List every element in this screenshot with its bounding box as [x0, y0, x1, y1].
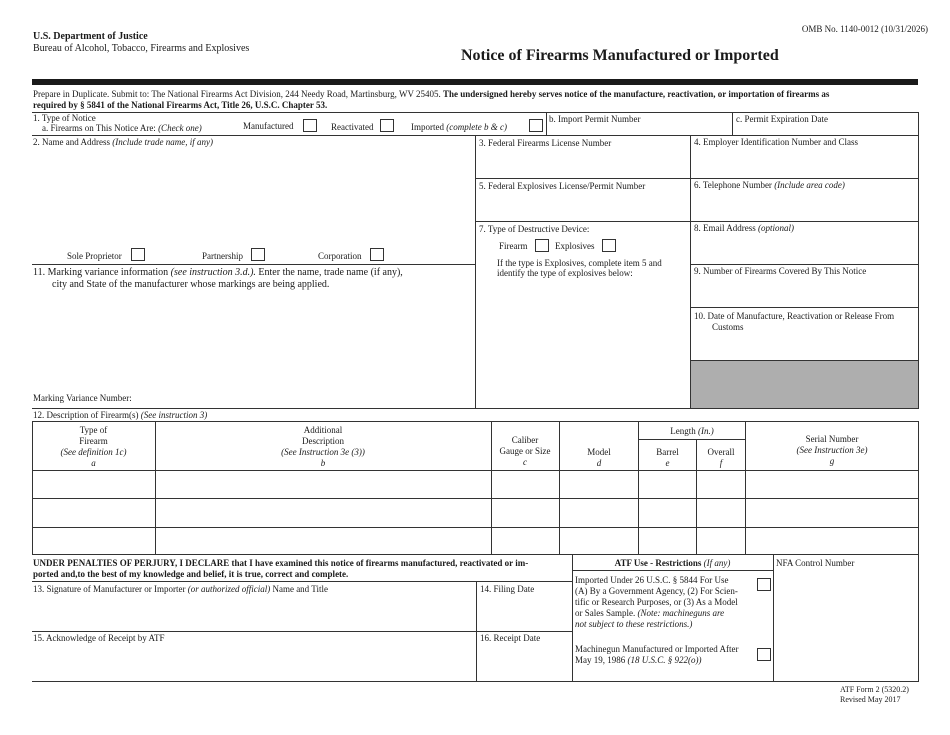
- item13-tail: Name and Title: [272, 584, 328, 594]
- restriction-machinegun: [575, 644, 765, 666]
- col-a-letter: a: [91, 458, 96, 468]
- item1-sub-a-label: a. Firearms on This Notice Are:: [42, 123, 156, 133]
- nfa-control-input[interactable]: [775, 572, 917, 679]
- col-d-letter: d: [596, 458, 602, 468]
- col-g-letter: g: [829, 456, 835, 466]
- restriction-machinegun-checkbox[interactable]: [757, 648, 771, 661]
- restriction-5844-l2: (A) By a Government Agency, (2) For Scien-: [575, 586, 738, 596]
- bureau-name: Bureau of Alcohol, Tobacco, Firearms and Explosives: [33, 43, 250, 54]
- col-a-l1: Type of: [79, 425, 108, 435]
- declare-text: The undersigned hereby serves notice of the manufacture, reactivation, or importation of firearms as: [443, 89, 830, 99]
- col-b-l3: (See Instruction 3e (3)): [281, 447, 365, 457]
- col-a-header: [33, 425, 154, 469]
- reactivated-checkbox[interactable]: [380, 119, 394, 132]
- col-e-l1: Barrel: [656, 447, 679, 457]
- col-a-l2: Firearm: [79, 436, 108, 446]
- item7-note-2: identify the type of explosives below:: [497, 268, 633, 278]
- item6-label: [694, 180, 845, 191]
- item2-note: (Include trade name, if any): [112, 137, 213, 147]
- ein-input[interactable]: [692, 151, 917, 176]
- perjury-line-1: UNDER PENALTIES OF PERJURY, I DECLARE that I have examined this notice of firearms manufactured, reactivated or im-: [33, 558, 529, 568]
- restriction-machinegun-l1: Machinegun Manufactured or Imported After: [575, 644, 739, 654]
- col-a-l3: (See definition 1c): [60, 447, 127, 457]
- declare-text-2: required by § 5841 of the National Firearms Act, Title 26, U.S.C. Chapter 53.: [33, 100, 328, 110]
- item8-label: [694, 223, 794, 234]
- sole-proprietor-checkbox[interactable]: [131, 248, 145, 261]
- email-input[interactable]: [692, 237, 917, 262]
- name-address-input[interactable]: [34, 150, 472, 242]
- revision-date: Revised May 2017: [840, 695, 901, 704]
- receipt-ack-input[interactable]: [34, 645, 474, 679]
- col-b-l2: Description: [302, 436, 344, 446]
- explosives-type-input[interactable]: [477, 282, 688, 406]
- col-b-letter: b: [320, 458, 326, 468]
- col-g-l2: (See Instruction 3e): [796, 445, 868, 455]
- item4-label: 4. Employer Identification Number and Class: [694, 137, 858, 147]
- fel-input[interactable]: [477, 195, 688, 219]
- sole-proprietor-label: Sole Proprietor: [67, 251, 122, 261]
- item13-label: [33, 584, 328, 595]
- col-c-header: [492, 435, 558, 468]
- col-g-header: [746, 434, 918, 467]
- col-f-header: [697, 447, 745, 469]
- col-c-l2: Gauge or Size: [499, 446, 551, 456]
- item7-note-1: If the type is Explosives, complete item 5 and: [497, 258, 662, 268]
- col-f-l1: Overall: [707, 447, 735, 457]
- item1-label: 1. Type of Notice: [33, 113, 96, 123]
- item8-label-text: 8. Email Address: [694, 223, 756, 233]
- partnership-label: Partnership: [202, 251, 243, 261]
- item12-label-text: 12. Description of Firearm(s): [33, 410, 139, 420]
- col-d-l1: Model: [587, 447, 611, 457]
- length-label: Length: [670, 426, 696, 436]
- item7-label: 7. Type of Destructive Device:: [479, 224, 590, 234]
- imported-checkbox[interactable]: [529, 119, 543, 132]
- item5-label: 5. Federal Explosives License/Permit Number: [479, 181, 646, 191]
- omb-number: OMB No. 1140-0012 (10/31/2026): [801, 24, 928, 34]
- signature-input[interactable]: [34, 596, 474, 629]
- date-of-manufacture-input[interactable]: [692, 334, 917, 358]
- manufactured-checkbox[interactable]: [303, 119, 317, 132]
- item10-line1: 10. Date of Manufacture, Reactivation or Release From: [694, 311, 895, 321]
- corporation-checkbox[interactable]: [370, 248, 384, 261]
- header-bar: [32, 79, 918, 85]
- receipt-date-input[interactable]: [478, 645, 570, 679]
- restriction-5844-l3: tific or Research Purposes, or (3) As a Model: [575, 597, 738, 607]
- nfa-control-label: NFA Control Number: [776, 558, 855, 568]
- table-row[interactable]: [33, 499, 918, 527]
- restriction-5844-checkbox[interactable]: [757, 578, 771, 591]
- form-title: Notice of Firearms Manufactured or Imported: [461, 47, 779, 64]
- filing-date-input[interactable]: [478, 596, 570, 629]
- marking-variance-label: Marking Variance Number:: [33, 393, 132, 403]
- item6-note: (Include area code): [774, 180, 845, 190]
- item14-label: 14. Filing Date: [480, 584, 535, 594]
- form-number: ATF Form 2 (5320.2): [840, 685, 909, 694]
- col-e-letter: e: [665, 458, 670, 468]
- import-permit-label: b. Import Permit Number: [549, 114, 641, 124]
- corporation-label: Corporation: [318, 251, 362, 261]
- dd-firearm-label: Firearm: [499, 241, 528, 251]
- item11-line1: [33, 267, 403, 279]
- col-b-header: [156, 425, 490, 469]
- restriction-5844-l5: not subject to these restrictions.): [575, 619, 693, 629]
- item13-label-text: 13. Signature of Manufacturer or Importer: [33, 584, 186, 594]
- item16-label: 16. Receipt Date: [480, 633, 541, 643]
- col-f-letter: f: [719, 458, 723, 468]
- permit-expiration-input[interactable]: [734, 123, 918, 134]
- restriction-5844-l4a: or Sales Sample.: [575, 608, 636, 618]
- col-c-l1: Caliber: [511, 435, 539, 445]
- col-g-l1: Serial Number: [805, 434, 859, 444]
- length-header: [639, 426, 745, 437]
- item2-label-text: 2. Name and Address: [33, 137, 110, 147]
- firearm-count-input[interactable]: [692, 280, 917, 305]
- item3-label: 3. Federal Firearms License Number: [479, 138, 612, 148]
- item12-note: (See instruction 3): [140, 410, 208, 420]
- item1-check-one: (Check one): [158, 123, 202, 133]
- item12-label: [33, 410, 207, 421]
- instructions: [33, 89, 913, 111]
- marking-variance-input[interactable]: [34, 293, 472, 388]
- item6-label-text: 6. Telephone Number: [694, 180, 772, 190]
- restriction-machinegun-l2b: (18 U.S.C. § 922(o)): [627, 655, 702, 665]
- item9-label: 9. Number of Firearms Covered By This Notice: [694, 266, 867, 276]
- atf-use-note: (If any): [703, 558, 731, 568]
- item13-note: (or authorized official): [187, 584, 271, 594]
- imported-text: Imported: [411, 122, 444, 132]
- imported-label: [411, 122, 507, 133]
- item11-label: 11. Marking variance information: [33, 267, 169, 278]
- atf-shaded-area: [691, 360, 918, 408]
- perjury-line-2: ported and,to the best of my knowledge and belief, it is true, correct and complete.: [33, 569, 349, 579]
- item10-line2: Customs: [712, 322, 744, 332]
- restriction-5844-l1: Imported Under 26 U.S.C. § 5844 For Use: [575, 575, 729, 585]
- prepare-text: Prepare in Duplicate. Submit to: The National Firearms Act Division, 244 Needy Road, Martinsburg, WV 25405.: [33, 89, 441, 99]
- ffl-input[interactable]: [477, 152, 688, 176]
- manufactured-label: Manufactured: [243, 121, 294, 131]
- item2-label: [33, 137, 213, 148]
- table-row[interactable]: [33, 471, 918, 498]
- atf-use-title: [573, 558, 772, 569]
- restriction-machinegun-l2a: May 19, 1986: [575, 655, 626, 665]
- length-unit: (In.): [698, 426, 714, 436]
- col-d-header: [560, 447, 638, 469]
- perjury-statement: [33, 558, 573, 580]
- col-b-l1: Additional: [303, 425, 343, 435]
- item1-sub-a: [42, 123, 202, 134]
- partnership-checkbox[interactable]: [251, 248, 265, 261]
- col-e-header: [639, 447, 696, 469]
- dd-explosives-label: Explosives: [555, 241, 595, 251]
- dd-explosives-checkbox[interactable]: [602, 239, 616, 252]
- telephone-input[interactable]: [692, 194, 917, 219]
- item11-line2: city and State of the manufacturer whose markings are being applied.: [52, 279, 330, 290]
- restriction-5844-l4b: (Note: machineguns are: [637, 608, 725, 618]
- permit-expiration-label: c. Permit Expiration Date: [736, 114, 828, 124]
- table-row[interactable]: [33, 528, 918, 554]
- imported-note: (complete b & c): [446, 122, 507, 132]
- import-permit-input[interactable]: [548, 123, 730, 134]
- department-name: U.S. Department of Justice: [33, 31, 148, 42]
- col-c-letter: c: [523, 457, 527, 467]
- atf-use-title-text: ATF Use - Restrictions: [614, 558, 702, 568]
- restriction-5844: [575, 575, 760, 630]
- item15-label: 15. Acknowledge of Receipt by ATF: [33, 633, 165, 643]
- item8-note: (optional): [758, 223, 794, 233]
- item11-note: (see instruction 3.d.).: [170, 267, 256, 278]
- reactivated-label: Reactivated: [331, 122, 374, 132]
- item11-text: Enter the name, trade name (if any),: [258, 267, 403, 278]
- dd-firearm-checkbox[interactable]: [535, 239, 549, 252]
